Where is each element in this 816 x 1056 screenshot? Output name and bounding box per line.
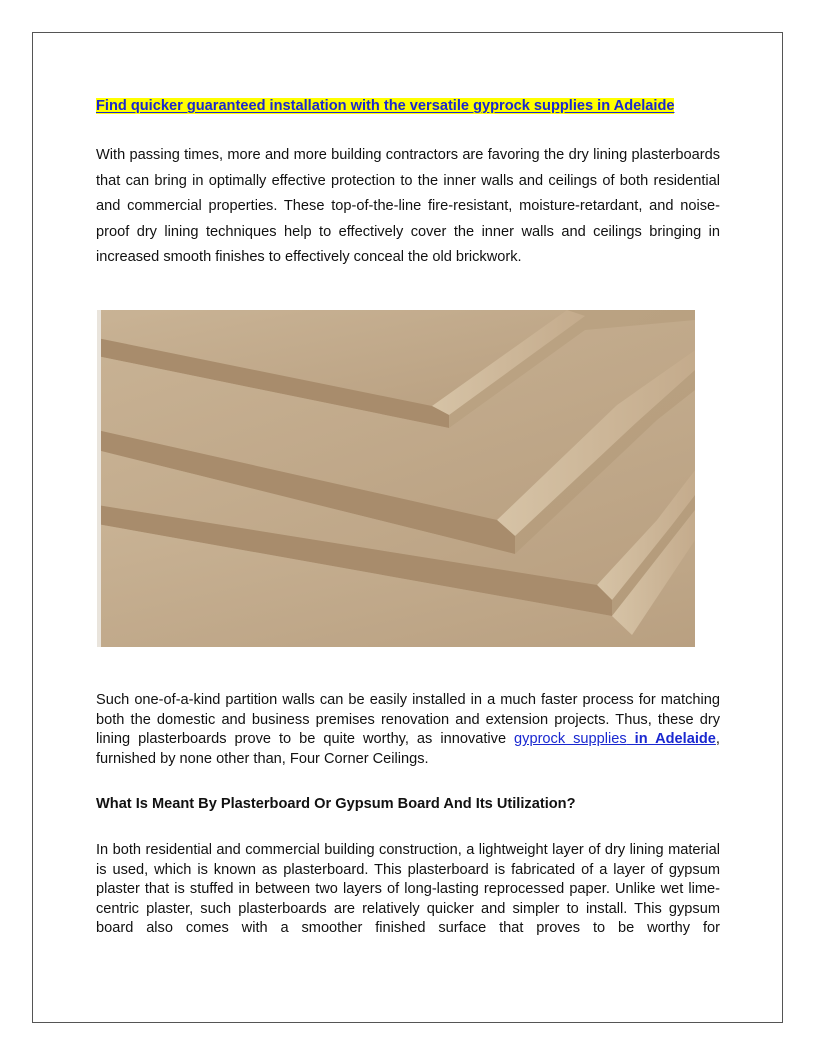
link-text: gyprock supplies: [514, 731, 627, 747]
link-text-bold: in Adelaide: [626, 731, 716, 747]
paragraph2-text-before: Such one-of-a-kind partition walls can be easily installed in a much faster process for matching both the domestic and business premises renovation and extension projects. Thus, these dry lining plasterboards prove to be quite worthy, as innovative: [96, 692, 720, 747]
intro-paragraph: With passing times, more and more building contractors are favoring the dry lining plasterboards that can bring in optimally effective protection to the inner walls and ceilings of both residential and commercial properties. These top-of-the-line fire-resistant, moisture-retardant, and noise-proof dry lining techniques help to effectively cover the inner walls and ceilings bringing in increased smooth finishes to effectively conceal the old brickwork.: [96, 147, 720, 266]
document-heading: [96, 96, 674, 116]
paragraph2-text-after: , furnished by none other than, Four Corner Ceilings.: [96, 731, 720, 767]
gyprock-supplies-link[interactable]: [514, 731, 716, 747]
plasterboard-definition-paragraph: In both residential and commercial building construction, a lightweight layer of dry lining material is used, which is known as plasterboard. This plasterboard is fabricated of a layer of gypsum plaster that is stuffed in between two layers of long-lasting reprocessed paper. Unlike wet lime-centric plaster, such plasterboards are relatively quicker and simpler to install. This gypsum board also comes with a smoother finished surface that proves to be worthy for: [96, 842, 720, 936]
section-subheading: What Is Meant By Plasterboard Or Gypsum Board And Its Utilization?: [96, 796, 576, 812]
plasterboard-photo: [97, 310, 695, 647]
heading-highlight: Find quicker guaranteed installation with the versatile gyprock supplies in Adelaide: [96, 98, 675, 114]
partition-walls-paragraph: [96, 691, 720, 769]
